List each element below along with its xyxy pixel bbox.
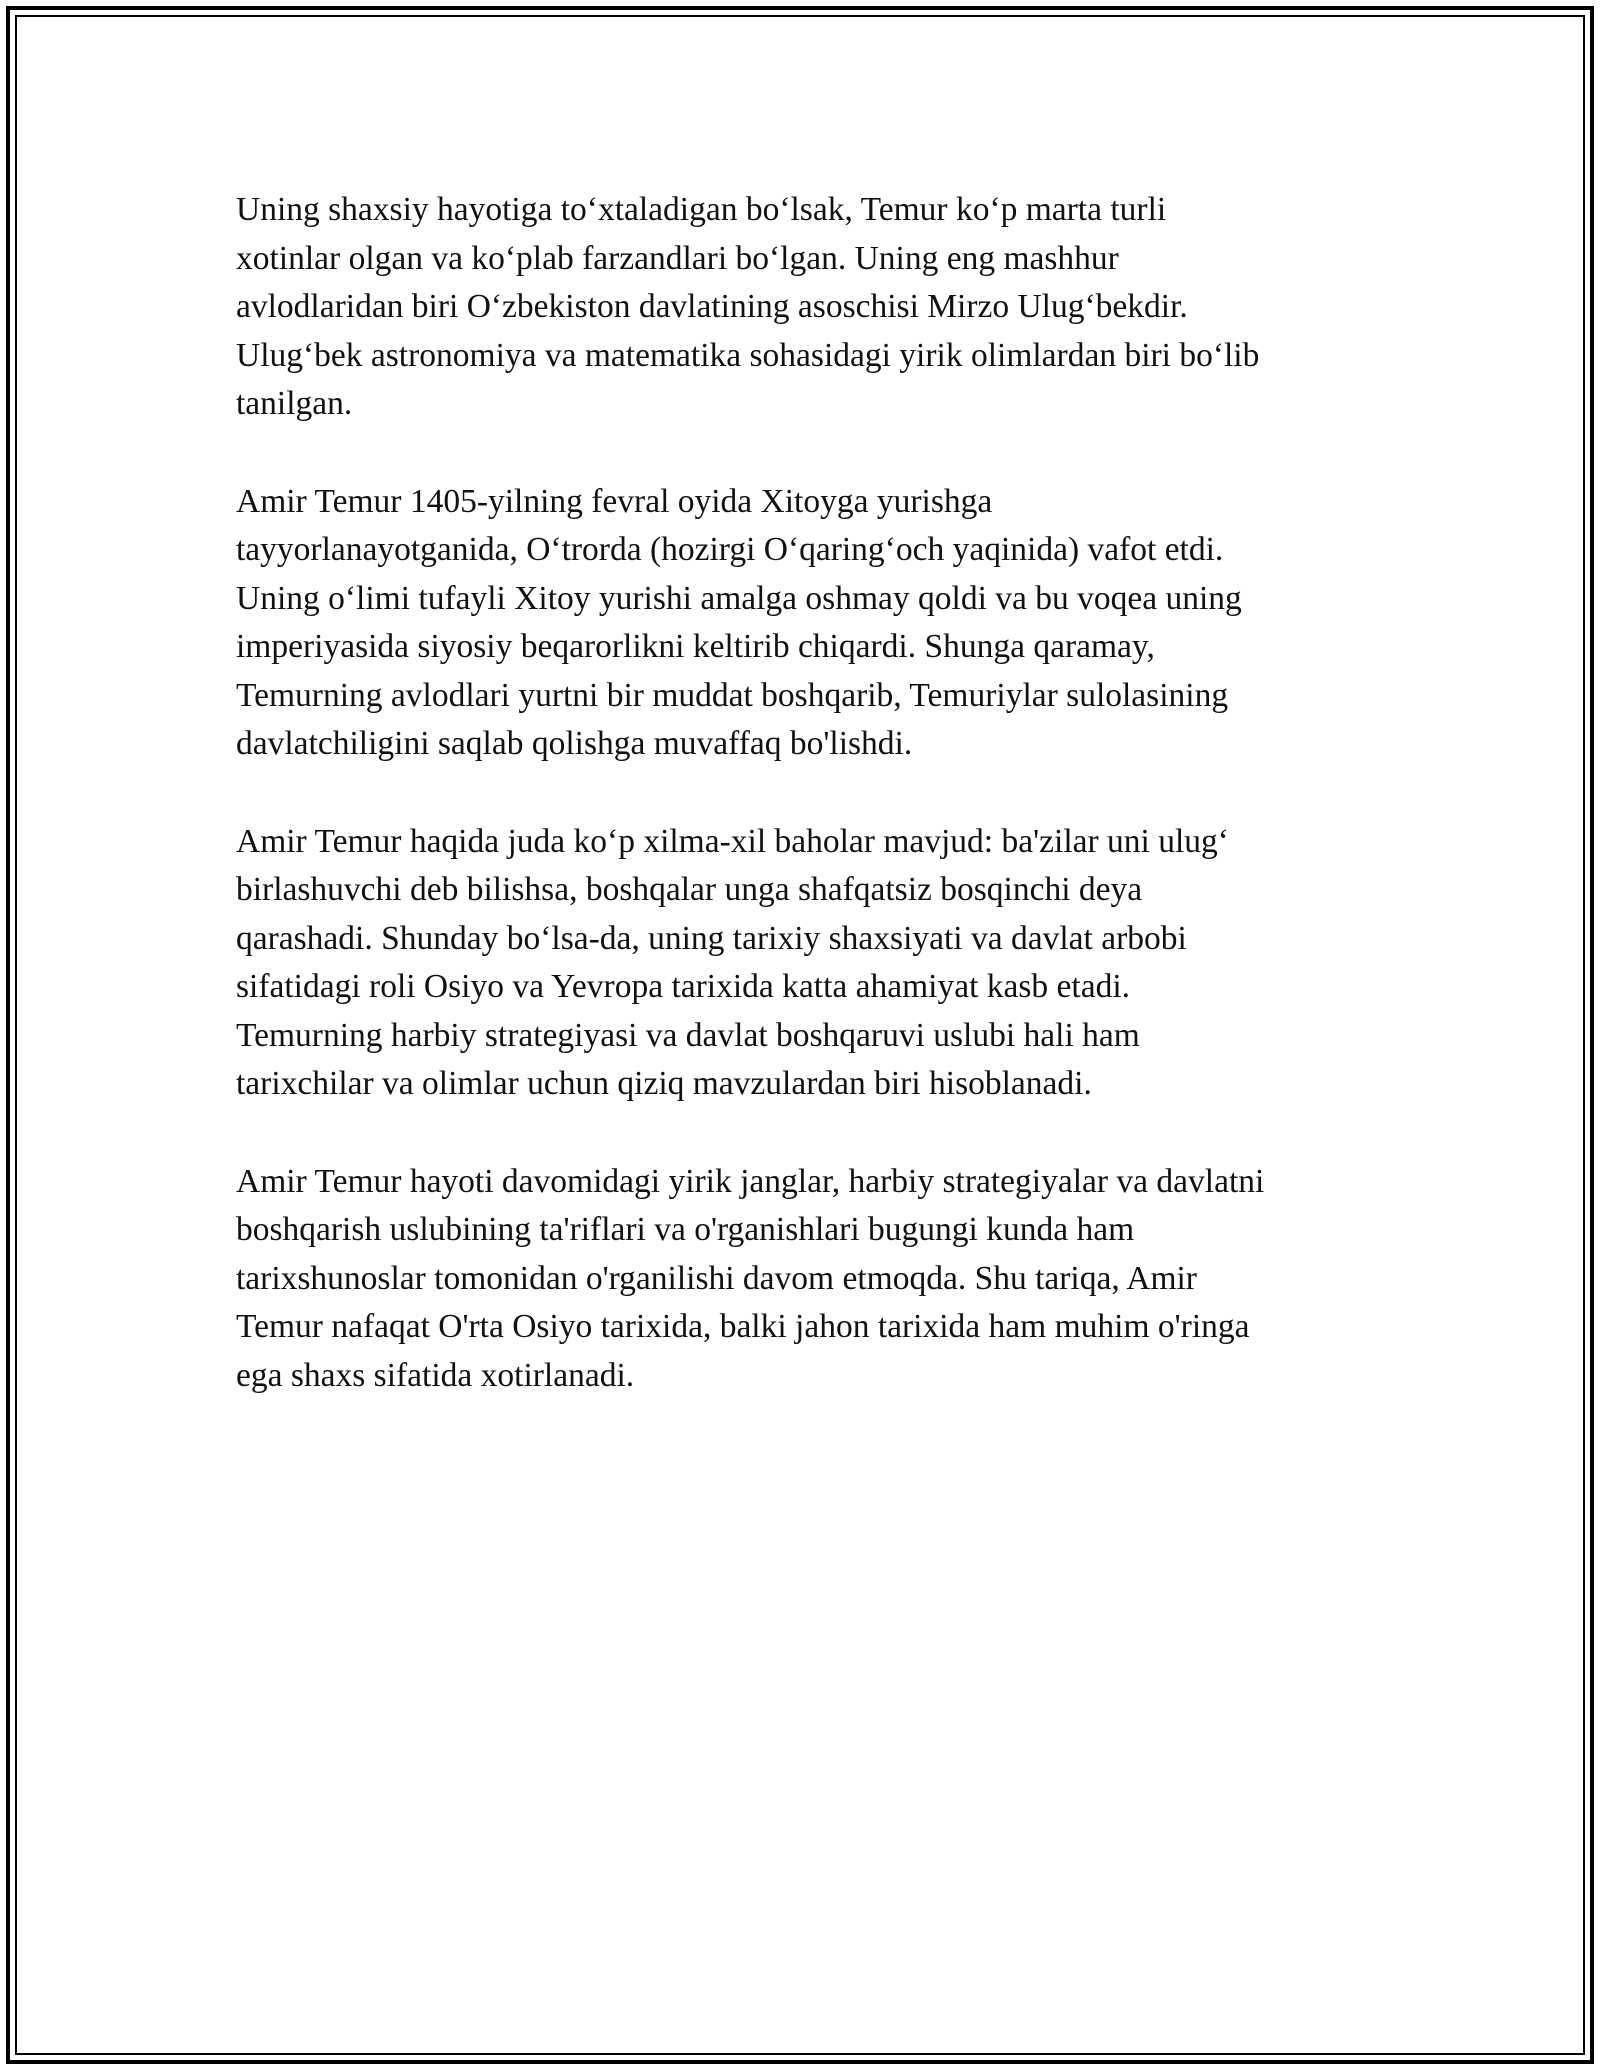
paragraph-2: Amir Temur 1405-yilning fevral oyida Xitoyga yurishga tayyorlanayotganida, O‘trorda (hozirgi O‘qaring‘och yaqinida) vafot etdi. Uning o‘limi tufayli Xitoy yurishi amalga oshmay qoldi va bu voqea uning imperiyasida siyosiy beqarorlikni keltirib chiqardi. Shunga qaramay, Temurning avlodlari yurtni bir muddat boshqarib, Temuriylar sulolasining davlatchiligini saqlab qolishga muvaffaq bo'lishdi. bbox=[236, 482, 1242, 762]
paragraph-1: Uning shaxsiy hayotiga to‘xtaladigan bo‘lsak, Temur ko‘p marta turli xotinlar olgan va ko‘plab farzandlari bo‘lgan. Uning eng mashhur avlodlaridan biri O‘zbekiston davlatining asoschisi Mirzo Ulug‘bekdir. Ulug‘bek astronomiya va matematika sohasidagi yirik olimlardan biri bo‘lib tanilgan. bbox=[236, 191, 1260, 422]
paragraph-4: Amir Temur hayoti davomidagi yirik janglar, harbiy strategiyalar va davlatni boshqarish uslubining ta'riflari va o'rganishlari bugungi kunda ham tarixshunoslar tomonidan o'rganilishi davom etmoqda. Shu tariqa, Amir Temur nafaqat O'rta Osiyo tarixida, balki jahon tarixida ham muhim o'ringa ega shaxs sifatida xotirlanadi. bbox=[236, 1162, 1265, 1394]
document-body bbox=[236, 186, 1386, 1449]
paragraph-3: Amir Temur haqida juda ko‘p xilma-xil baholar mavjud: ba'zilar uni ulug‘ birlashuvchi deb bilishsa, boshqalar unga shafqatsiz bosqinchi deya qarashadi. Shunday bo‘lsa-da, uning tarixiy shaxsiyati va davlat arbobi sifatidagi roli Osiyo va Yevropa tarixida katta ahamiyat kasb etadi. Temurning harbiy strategiyasi va davlat boshqaruvi uslubi hali ham tarixchilar va olimlar uchun qiziq mavzulardan biri hisoblanadi. bbox=[236, 822, 1229, 1102]
